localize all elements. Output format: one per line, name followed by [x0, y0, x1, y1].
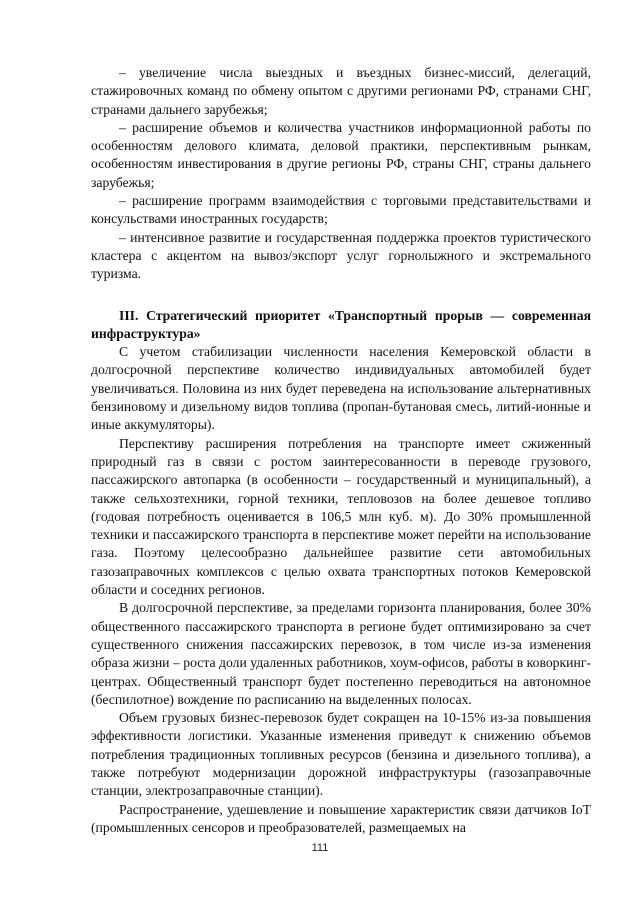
body-paragraph: Распространение, удешевление и повышение характеристик связи датчиков IoT (промышленных сенсоров и преобразователей, размещаемых на: [91, 801, 591, 835]
bullet-item: – расширение объемов и количества участников информационной работы по особенностям делового климата, деловой практики, перспективным рынкам, особенностям инвестирования в другие регионы РФ, страны СНГ, страны дальнего зарубежья;: [91, 119, 591, 190]
body-paragraph: С учетом стабилизации численности населения Кемеровской области в долгосрочной перспективе количество индивидуальных автомобилей будет увеличиваться. Половина из них будет переведена на использование альтернативных бензиновому и дизельному видов топлива (пропан-бутановая смесь, литий-ионные и иные аккумуляторы).: [91, 344, 591, 433]
bullet-item: – интенсивное развитие и государственная поддержка проектов туристического кластера с акцентом на вывоз/экспорт услуг горнолыжного и экстремального туризма.: [91, 229, 591, 282]
section-heading: III. Стратегический приоритет «Транспортный прорыв — современная инфраструктура»: [91, 307, 591, 341]
body-paragraph: Объем грузовых бизнес-перевозок будет сокращен на 10-15% из-за повышения эффективности логистики. Указанные изменения приведут к снижению объемов потребления традиционных топливных ресурсов (бензина и дизельного топлива), а также потребуют модернизации дорожной инфраструктуры (газозаправочные станции, электрозаправочные станции).: [91, 710, 591, 799]
body-paragraph: Перспективу расширения потребления на транспорте имеет сжиженный природный газ в связи с ростом заинтересованности в переводе грузового, пассажирского автопарка (в особенности – государственный и муниципальный), а также сельхозтехники, горной техники, тепловозов на более дешевое топливо (годовая потребность оценивается в 106,5 млн куб. м). До 30% промышленной техники и пассажирского транспорта в перспективе может перейти на использование газа. Поэтому целесообразно дальнейшее развитие сети автомобильных газозаправочных комплексов с целью охвата транспортных потоков Кемеровской области и соседних регионов.: [91, 435, 591, 598]
body-paragraph: В долгосрочной перспективе, за пределами горизонта планирования, более 30% общественного пассажирского транспорта в регионе будет оптимизировано за счет существенного снижения пассажирских перевозок, в том числе из-за изменения образа жизни – роста доли удаленных работников, хоум-офисов, работы в коворкинг-центрах. Общественный транспорт будет постепенно переводиться на автономное (беспилотное) вождение по расписанию на выделенных полосах.: [91, 600, 591, 707]
bullet-item: – расширение программ взаимодействия с торговыми представительствами и консульствами иностранных государств;: [91, 193, 591, 227]
page-number: 111: [311, 842, 329, 854]
page-body: [91, 64, 591, 837]
bullet-list: [91, 64, 591, 284]
bullet-item: – увеличение числа выездных и въездных бизнес-миссий, делегаций, стажировочных команд по обмену опытом с другими регионами РФ, странами СНГ, странами дальнего зарубежья;: [91, 65, 591, 117]
